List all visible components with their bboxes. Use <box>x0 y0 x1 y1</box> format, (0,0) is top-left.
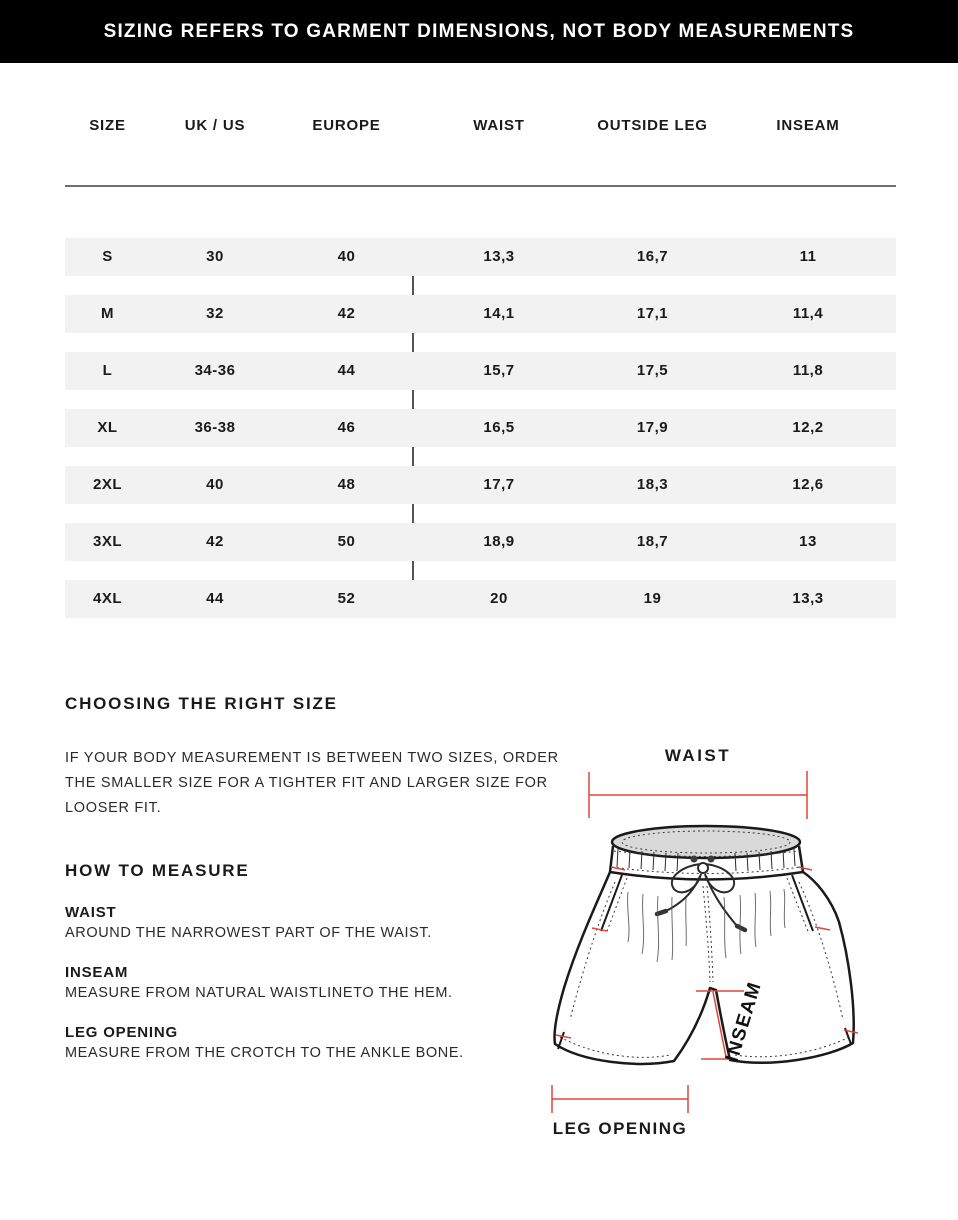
shorts-illustration <box>540 765 958 1117</box>
cell-size: M <box>101 305 114 322</box>
table-row-4xl <box>65 580 896 618</box>
cell-waist: 18,9 <box>483 533 515 550</box>
table-row-l <box>65 352 896 390</box>
cell-size: XL <box>97 419 118 436</box>
cell-outside-leg: 18,3 <box>636 476 669 493</box>
cell-waist: 16,5 <box>483 419 515 436</box>
choosing-size-heading: CHOOSING THE RIGHT SIZE <box>65 694 338 713</box>
cell-inseam: 13 <box>799 533 817 550</box>
cell-outside-leg: 17,5 <box>636 362 669 379</box>
column-header-size: SIZE <box>89 117 126 134</box>
table-header-rule <box>65 185 896 187</box>
measure-inseam-label: INSEAM <box>65 964 129 981</box>
cell-europe: 42 <box>337 305 356 322</box>
cell-europe: 46 <box>337 419 356 436</box>
column-header-europe: EUROPE <box>312 117 381 134</box>
cell-inseam: 12,6 <box>792 476 824 493</box>
measure-leg-opening-label: LEG OPENING <box>65 1024 178 1041</box>
cell-outside-leg: 19 <box>643 590 662 607</box>
how-to-measure-heading: HOW TO MEASURE <box>65 861 250 880</box>
table-row-m <box>65 295 896 333</box>
column-header-inseam: INSEAM <box>776 117 840 134</box>
cell-outside-leg: 18,7 <box>636 533 669 550</box>
cell-outside-leg: 16,7 <box>636 248 669 265</box>
grommet-left <box>691 856 698 863</box>
cell-inseam: 12,2 <box>792 419 824 436</box>
cell-inseam: 13,3 <box>792 590 824 607</box>
cell-waist: 15,7 <box>483 362 515 379</box>
cell-inseam: 11,8 <box>792 362 824 379</box>
diagram-leg-opening-label: LEG OPENING <box>552 1119 688 1138</box>
diagram-inseam-label: INSEAM <box>721 979 767 1065</box>
cell-outside-leg: 17,1 <box>636 305 669 322</box>
waist-measure-line <box>589 771 807 819</box>
table-row-2xl <box>65 466 896 504</box>
cell-uk-us: 44 <box>206 590 224 607</box>
column-header-waist: WAIST <box>473 117 525 134</box>
cell-uk-us: 32 <box>206 305 224 322</box>
column-header-outside-leg: OUTSIDE LEG <box>597 117 708 134</box>
cell-inseam: 11,4 <box>792 305 824 322</box>
cell-inseam: 11 <box>799 248 817 265</box>
cell-outside-leg: 17,9 <box>636 419 669 436</box>
cell-size: 3XL <box>92 533 122 550</box>
cell-europe: 40 <box>337 248 356 265</box>
banner-title: SIZING REFERS TO GARMENT DIMENSIONS, NOT BODY MEASUREMENTS <box>103 20 855 42</box>
cell-europe: 52 <box>337 590 356 607</box>
measure-leg-opening-description: MEASURE FROM THE CROTCH TO THE ANKLE BONE. <box>65 1045 464 1061</box>
cell-waist: 13,3 <box>483 248 515 265</box>
cell-waist: 20 <box>490 590 508 607</box>
column-header-uk-us: UK / US <box>184 117 246 134</box>
cell-uk-us: 30 <box>206 248 224 265</box>
cell-waist: 14,1 <box>483 305 515 322</box>
cell-size: S <box>102 248 113 265</box>
cell-size: 4XL <box>92 590 122 607</box>
measure-waist-label: WAIST <box>65 904 117 921</box>
cell-waist: 17,7 <box>483 476 515 493</box>
measure-waist-description: AROUND THE NARROWEST PART OF THE WAIST. <box>65 925 432 941</box>
choosing-size-paragraph: IF YOUR BODY MEASUREMENT IS BETWEEN TWO SIZES, ORDER THE SMALLER SIZE FOR A TIGHTER FIT AND LARGER SIZE FOR LOOSER FIT. <box>65 750 559 816</box>
measure-inseam-description: MEASURE FROM NATURAL WAISTLINETO THE HEM. <box>65 985 453 1001</box>
cell-uk-us: 42 <box>206 533 224 550</box>
cell-uk-us: 40 <box>206 476 224 493</box>
table-header-row <box>65 112 896 140</box>
cell-europe: 50 <box>337 533 356 550</box>
table-row-xl <box>65 409 896 447</box>
leg-opening-measure-line <box>552 1085 688 1113</box>
cell-size: 2XL <box>92 476 122 493</box>
table-row-s <box>65 238 896 276</box>
cell-europe: 48 <box>337 476 356 493</box>
banner <box>0 0 958 63</box>
cell-uk-us: 36-38 <box>194 419 236 436</box>
cell-size: L <box>102 362 113 379</box>
cell-europe: 44 <box>337 362 356 379</box>
grommet-right <box>708 856 715 863</box>
table-row-3xl <box>65 523 896 561</box>
diagram-waist-label: WAIST <box>664 746 732 765</box>
cell-uk-us: 34-36 <box>194 362 236 379</box>
